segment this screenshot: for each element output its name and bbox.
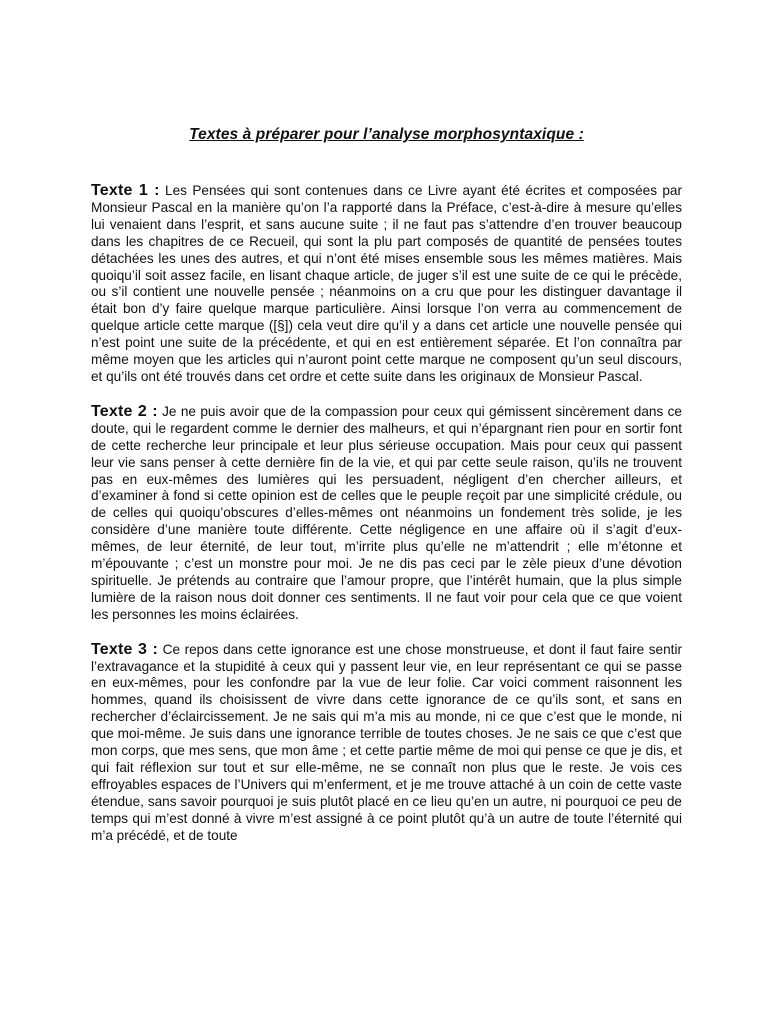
texte-1-body: Les Pensées qui sont contenues dans ce Livre ayant été écrites et composées par Monsieur Pascal en la manière qu’on l’a rapporté dans la Préface, c’est-à-dire à mesure qu’elles lui venaient dans l’esprit, et sans aucune suite ; il ne faut pas s’attendre d’en trouver beaucoup dans les chapitres de ce Recueil, qui sont la plu part composés de quantité de pensées toutes détachées les unes des autres, et qui n’ont été mises ensemble sous les mêmes matières. Mais quoiqu’il soit assez facile, en lisant chaque article, de juger s’il est une suite de ce qui le précède, ou s’il contient une nouvelle pensée ; néanmoins on a cru que pour les distinguer davantage il était bon d’y faire quelque marque particulière. Ainsi lorsque l’on verra au commencement de quelque article cette marque ([§]) cela veut dire qu’il y a dans cet article une nouvelle pensée qui n’est point une suite de la précédente, et qui en est entièrement séparée. Et l’on connaîtra par même moyen que les articles qui n’auront point cette marque ne composent qu’un seul discours, et qu’ils ont été trouvés dans cet ordre et cette suite dans les originaux de Monsieur Pascal.	[91, 183, 682, 384]
texte-2-label: Texte 2 :	[91, 402, 158, 420]
texte-3-body: Ce repos dans cette ignorance est une chose monstrueuse, et dont il faut faire sentir l’extravagance et la stupidité à ceux qui y passent leur vie, en leur représentant ce qui se passe en eux-mêmes, pour les confondre par la vue de leur folie. Car voici comment raisonnent les hommes, quand ils choisissent de vivre dans cette ignorance de ce qu’ils sont, et sans en rechercher d’éclaircissement. Je ne sais qui m’a mis au monde, ni ce que c’est que le monde, ni que moi-même. Je suis dans une ignorance terrible de toutes choses. Je ne sais ce que c’est que mon corps, que mes sens, que mon âme ; et cette partie même de moi qui pense ce que je dis, et qui fait réflexion sur tout et sur elle-même, ne se connaît non plus que le reste. Je vois ces effroyables espaces de l’Univers qui m’enferment, et je me trouve attaché à un coin de cette vaste étendue, sans savoir pourquoi je suis plutôt placé en ce lieu qu’en un autre, ni pourquoi ce peu de temps qui m’est donné à vivre m’est assigné à ce point plutôt qu’à un autre de toute l’éternité qui m’a précédé, et de toute	[91, 641, 683, 843]
texte-3-label: Texte 3 :	[91, 640, 159, 658]
texte-2-body: Je ne puis avoir que de la compassion pour ceux qui gémissent sincèrement dans ce doute, qui le regardent comme le dernier des malheurs, et qui n’épargnant rien pour en sortir font de cette recherche leur principale et leur plus sérieuse occupation. Mais pour ceux qui passent leur vie sans penser à cette dernière fin de la vie, et qui par cette seule raison, qu’ils ne trouvent pas en eux-mêmes des lumières qui les persuadent, négligent d’en chercher ailleurs, et d’examiner à fond si cette opinion est de celles que le peuple reçoit par une simplicité crédule, ou de celles qui quoiqu’obscures d’elles-mêmes ont néanmoins un fondement très solide, je les considère d’une manière toute différente. Cette négligence en une affaire où il s’agit d’eux-mêmes, de leur éternité, de leur tout, m’irrite plus qu’elle ne m’attendrit ; elle m’étonne et m’épouvante ; c’est un monstre pour moi. Je ne dis pas ceci par le zèle pieux d’une dévotion spirituelle. Je prétends au contraire que l’amour propre, que l’intérêt humain, que la plus simple lumière de la raison nous doit donner ces sentiments. Il ne faut voir pour cela que ce que voient les personnes les moins éclairées.	[91, 403, 682, 622]
texte-1-paragraph	[91, 183, 682, 386]
texte-2-paragraph	[91, 404, 682, 624]
texte-1-label: Texte 1 :	[91, 182, 160, 199]
texte-3-paragraph	[91, 642, 682, 845]
document-title: Textes à préparer pour l’analyse morphosyntaxique :	[189, 126, 584, 143]
